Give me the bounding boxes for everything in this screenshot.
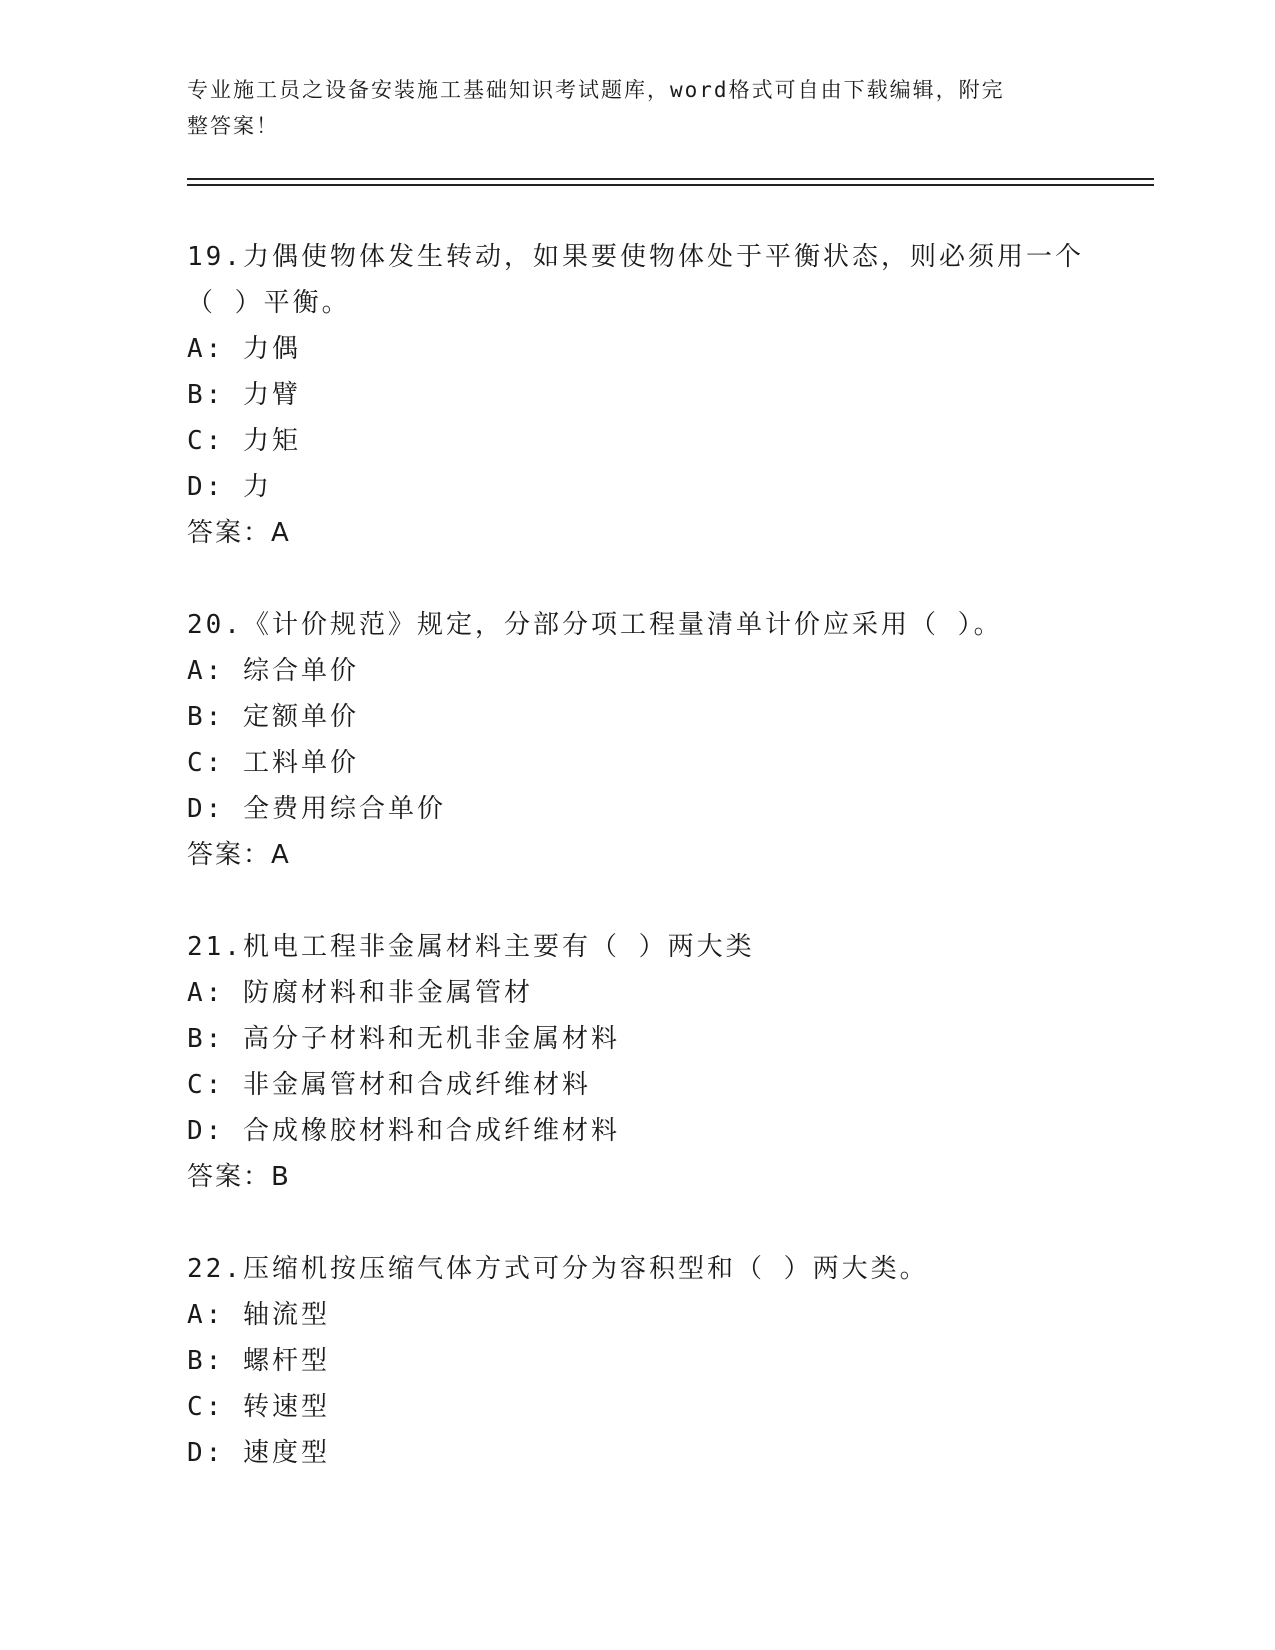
question-19 xyxy=(187,234,1087,556)
option-letter: C: xyxy=(187,748,225,778)
question-stem: 22.压缩机按压缩气体方式可分为容积型和（ ）两大类。 xyxy=(187,1254,929,1284)
option-text: 工料单价 xyxy=(242,748,359,778)
option-letter: D: xyxy=(187,472,225,502)
option-b xyxy=(187,372,1087,418)
option-letter: A: xyxy=(187,334,225,364)
option-text: 轴流型 xyxy=(242,1300,330,1330)
option-d xyxy=(187,464,1087,510)
option-b xyxy=(187,694,1087,740)
header-divider-top xyxy=(187,178,1154,180)
option-text: 螺杆型 xyxy=(242,1346,330,1376)
answer-label: 答案：A xyxy=(187,840,291,870)
answer-label: 答案：B xyxy=(187,1162,291,1192)
option-a xyxy=(187,326,1087,372)
option-letter: A: xyxy=(187,656,225,686)
option-letter: D: xyxy=(187,794,225,824)
question-stem: 21.机电工程非金属材料主要有（ ）两大类 xyxy=(187,932,755,962)
option-c xyxy=(187,740,1087,786)
option-text: 力臂 xyxy=(242,380,301,410)
option-text: 非金属管材和合成纤维材料 xyxy=(242,1070,591,1100)
option-d xyxy=(187,786,1087,832)
option-b xyxy=(187,1338,1087,1384)
option-text: 全费用综合单价 xyxy=(242,794,446,824)
option-letter: C: xyxy=(187,1392,225,1422)
option-letter: B: xyxy=(187,1346,225,1376)
option-d xyxy=(187,1430,1087,1476)
option-letter: B: xyxy=(187,380,225,410)
option-text: 合成橡胶材料和合成纤维材料 xyxy=(242,1116,620,1146)
option-a xyxy=(187,970,1087,1016)
option-text: 力矩 xyxy=(242,426,301,456)
question-stem: 19.力偶使物体发生转动，如果要使物体处于平衡状态，则必须用一个（ ）平衡。 xyxy=(187,242,1084,318)
question-stem: 20.《计价规范》规定，分部分项工程量清单计价应采用（ ）。 xyxy=(187,610,1003,640)
option-text: 转速型 xyxy=(242,1392,330,1422)
option-text: 力偶 xyxy=(242,334,301,364)
header-line-1: 专业施工员之设备安装施工基础知识考试题库，word格式可自由下载编辑，附完 xyxy=(187,78,1005,102)
option-c xyxy=(187,418,1087,464)
option-b xyxy=(187,1016,1087,1062)
option-letter: C: xyxy=(187,1070,225,1100)
question-list xyxy=(187,234,1087,1522)
option-letter: A: xyxy=(187,978,225,1008)
option-text: 定额单价 xyxy=(242,702,359,732)
option-c xyxy=(187,1062,1087,1108)
header-divider-bottom xyxy=(187,184,1154,186)
question-22 xyxy=(187,1246,1087,1476)
option-text: 高分子材料和无机非金属材料 xyxy=(242,1024,620,1054)
question-21 xyxy=(187,924,1087,1200)
option-d xyxy=(187,1108,1087,1154)
option-letter: D: xyxy=(187,1116,225,1146)
option-text: 防腐材料和非金属管材 xyxy=(242,978,533,1008)
option-a xyxy=(187,1292,1087,1338)
option-letter: C: xyxy=(187,426,225,456)
header-line-2: 整答案！ xyxy=(187,114,279,138)
option-letter: B: xyxy=(187,1024,225,1054)
option-text: 综合单价 xyxy=(242,656,359,686)
answer-label: 答案：A xyxy=(187,518,291,548)
option-letter: D: xyxy=(187,1438,225,1468)
option-text: 速度型 xyxy=(242,1438,330,1468)
question-20 xyxy=(187,602,1087,878)
option-a xyxy=(187,648,1087,694)
option-c xyxy=(187,1384,1087,1430)
document-header xyxy=(187,72,1067,144)
option-letter: B: xyxy=(187,702,225,732)
option-letter: A: xyxy=(187,1300,225,1330)
option-text: 力 xyxy=(242,472,272,502)
